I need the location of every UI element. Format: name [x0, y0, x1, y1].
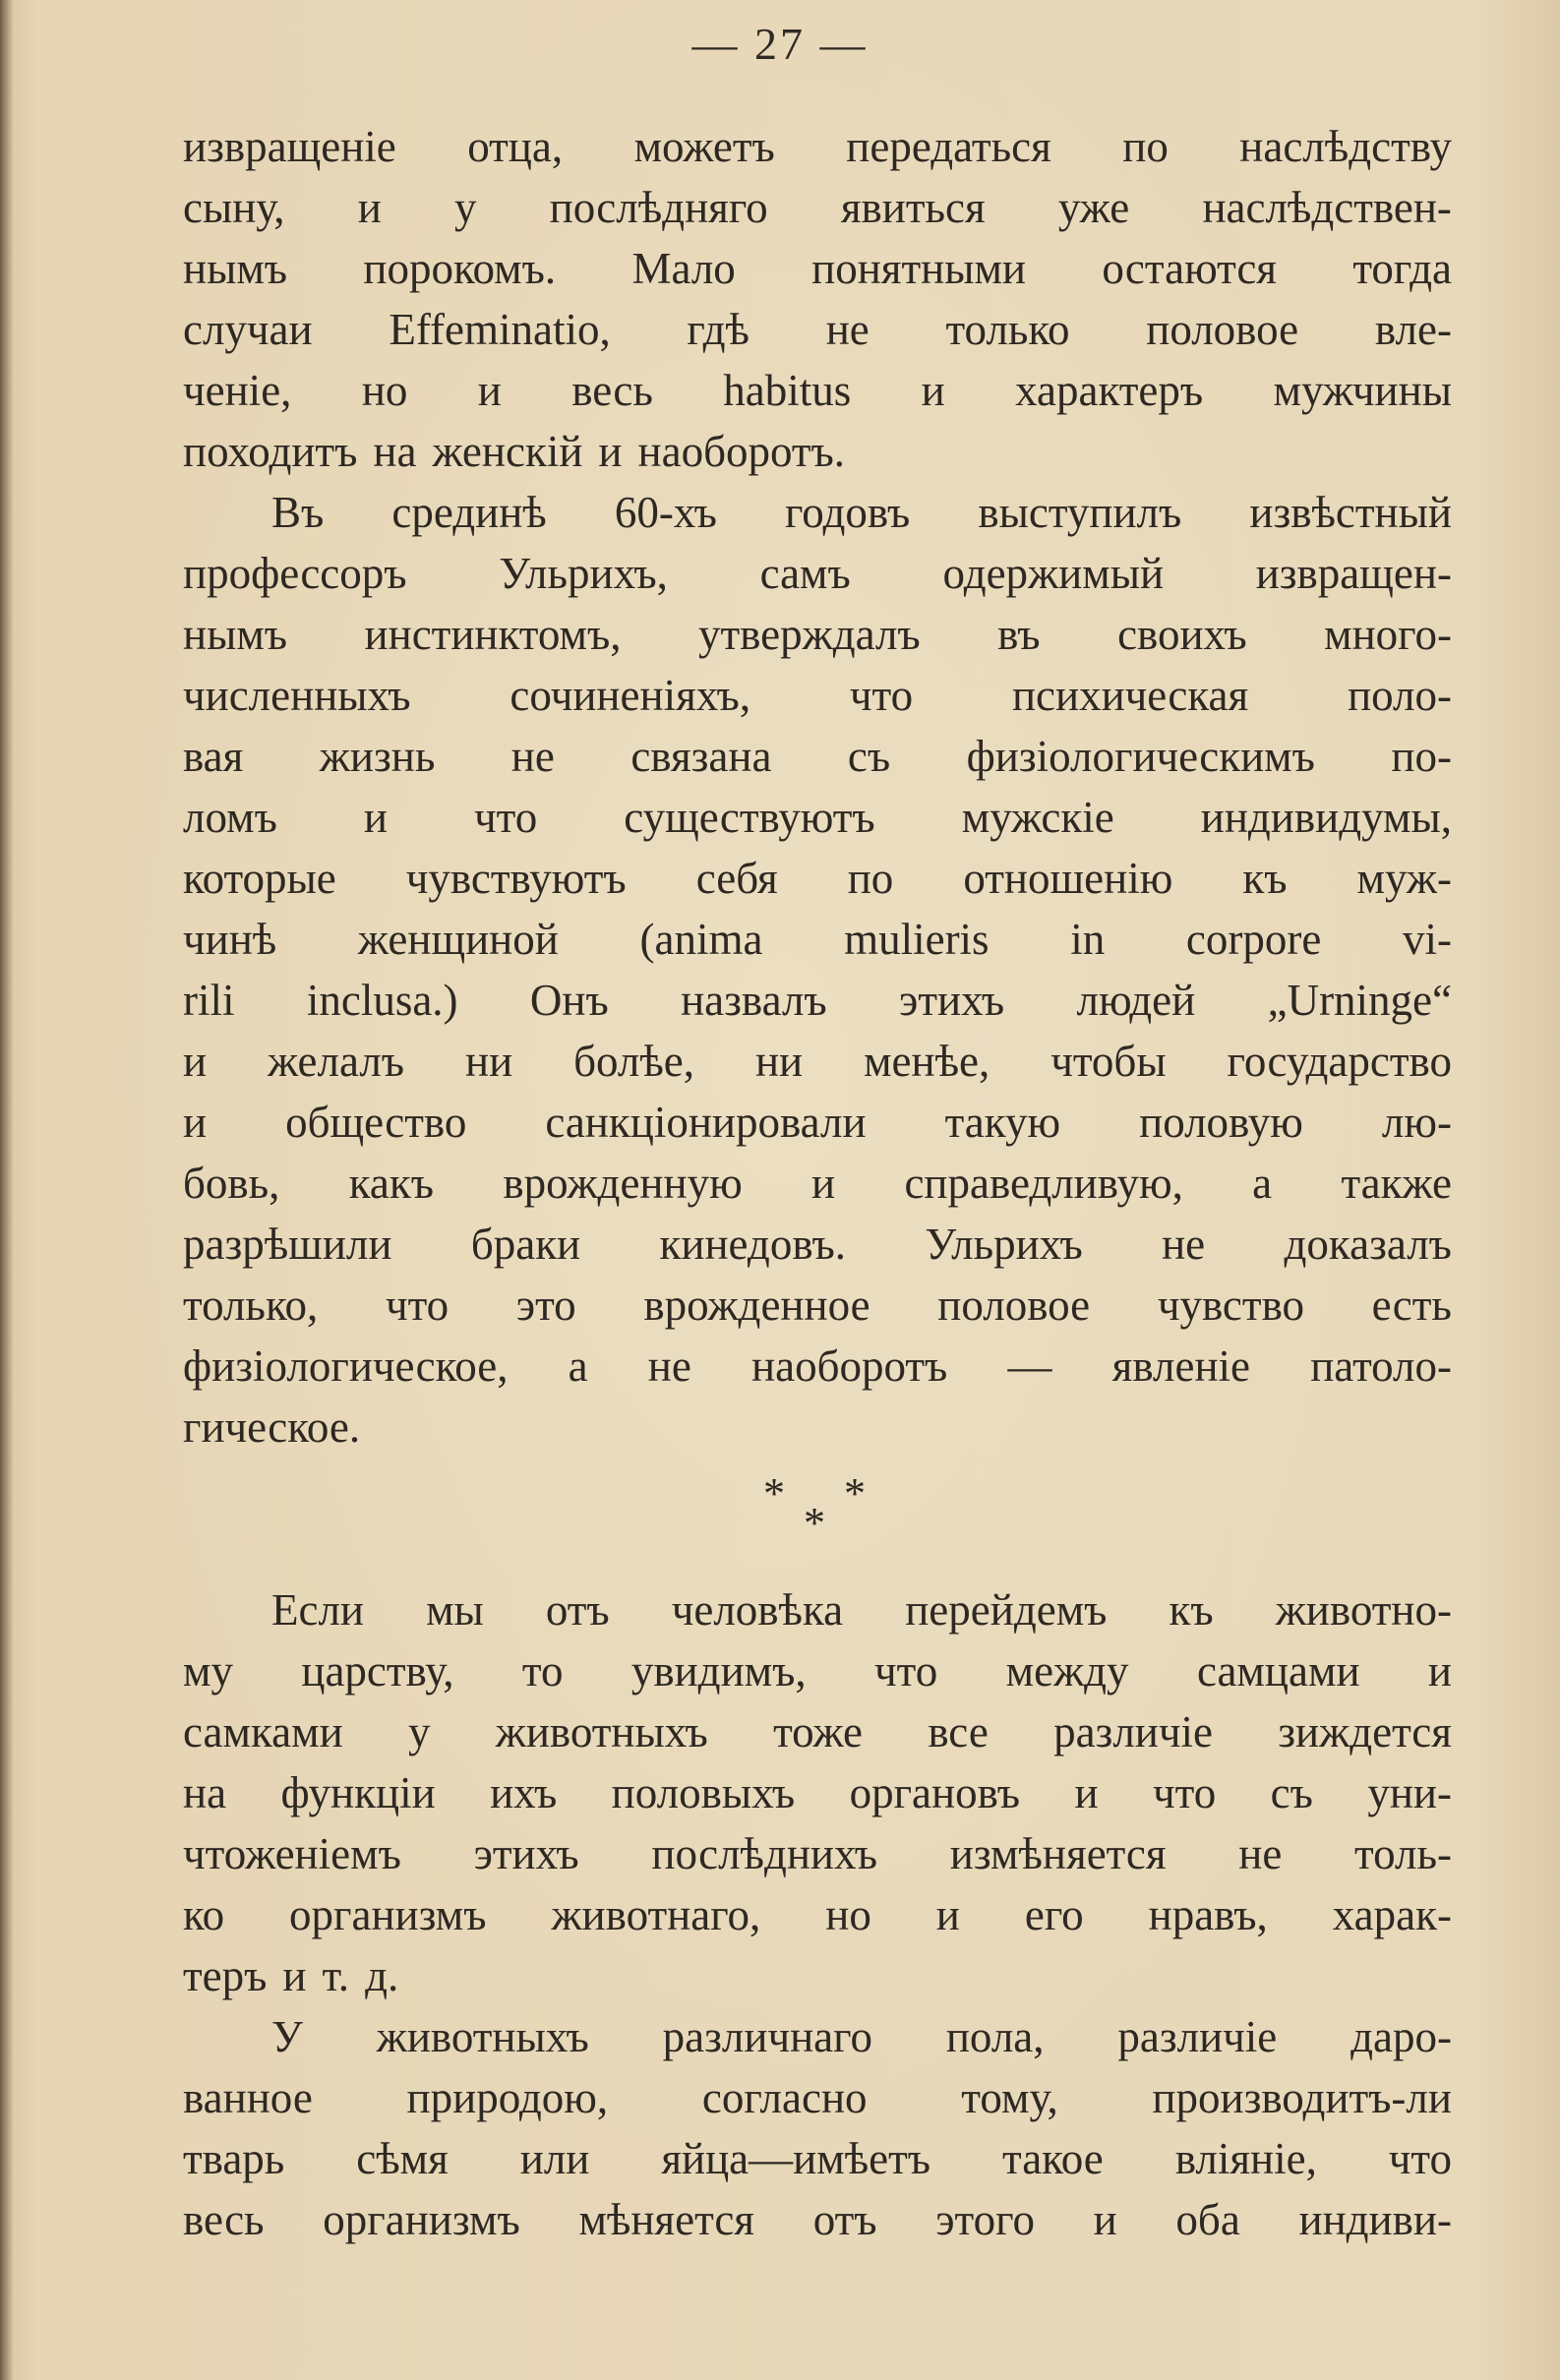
word: перейдемъ: [905, 1585, 1108, 1635]
word: даро-: [1350, 2012, 1452, 2061]
word: этого: [935, 2195, 1035, 2244]
word: различнаго: [662, 2012, 872, 2061]
word: наслѣдству: [1239, 122, 1452, 171]
word: и: [598, 427, 623, 476]
word: весь: [571, 366, 653, 415]
word: чтобы: [1050, 1037, 1167, 1086]
text-line: [183, 177, 1452, 238]
word: какъ: [348, 1159, 435, 1208]
word: по: [1122, 122, 1169, 171]
word: бовь,: [183, 1159, 280, 1208]
word: нравъ,: [1148, 1890, 1268, 1939]
word: ни: [465, 1037, 513, 1086]
word: различіе: [1117, 2012, 1278, 2061]
word: теръ: [183, 1951, 268, 2000]
word: vi-: [1402, 915, 1452, 964]
word: разрѣшили: [183, 1220, 392, 1269]
text-line: [183, 1945, 1452, 2006]
word: уни-: [1367, 1768, 1452, 1817]
word: наоборотъ: [751, 1341, 948, 1391]
word: самъ: [759, 549, 851, 598]
word: ченіе,: [183, 366, 292, 415]
word: это: [515, 1280, 576, 1330]
word: годовъ: [784, 488, 911, 537]
word: зиждется: [1278, 1707, 1452, 1756]
text-line: [183, 2189, 1452, 2250]
word: профессоръ: [183, 549, 407, 598]
word: инстинктомъ,: [364, 610, 622, 659]
word: его: [1024, 1890, 1084, 1939]
word: поло-: [1348, 671, 1452, 720]
text-line: [183, 299, 1452, 360]
word: тому,: [961, 2073, 1058, 2122]
word: къ: [1242, 854, 1288, 903]
word: оба: [1175, 2195, 1240, 2244]
word: что: [385, 1280, 450, 1330]
text-line: [183, 543, 1452, 604]
text-line: [183, 1214, 1452, 1275]
word: то: [521, 1646, 564, 1696]
word: самками: [183, 1707, 343, 1756]
word: выступилъ: [978, 488, 1182, 537]
word: у: [407, 1707, 431, 1756]
word: существуютъ: [624, 793, 875, 842]
word: съ: [847, 732, 891, 781]
word: ломъ: [183, 793, 277, 842]
word: у: [453, 183, 477, 232]
word: кинедовъ.: [659, 1220, 846, 1269]
word: наслѣдствен-: [1202, 183, 1452, 232]
word: что: [849, 671, 914, 720]
word: Ульрихъ,: [499, 549, 668, 598]
word: вліяніе,: [1174, 2134, 1317, 2183]
word: лю-: [1381, 1098, 1452, 1147]
word: человѣка: [671, 1585, 844, 1635]
word: согласно: [701, 2073, 868, 2122]
word: яйца—имѣетъ: [661, 2134, 931, 2183]
word: численныхъ: [183, 671, 411, 720]
text-line: [183, 2128, 1452, 2189]
word: сыну,: [183, 183, 285, 232]
word: извращеніе: [183, 122, 396, 171]
word: различіе: [1053, 1707, 1213, 1756]
word: и: [357, 183, 382, 232]
word: самцами: [1196, 1646, 1360, 1696]
word: corpore: [1185, 915, 1322, 964]
word: и: [811, 1159, 836, 1208]
word: животнаго,: [551, 1890, 761, 1939]
word: производитъ-ли: [1152, 2073, 1452, 2122]
word: такое: [1001, 2134, 1104, 2183]
word: мужчины: [1273, 366, 1452, 415]
word: чтоженіемъ: [183, 1829, 401, 1878]
word: этихъ: [899, 976, 1005, 1025]
word: явленіе: [1111, 1341, 1251, 1391]
word: утверждалъ: [697, 610, 921, 659]
text-line: [183, 1092, 1452, 1153]
word: половое: [937, 1280, 1091, 1330]
word: ко: [183, 1890, 225, 1939]
word: сѣмя: [356, 2134, 449, 2183]
word: что: [1152, 1768, 1217, 1817]
word: женскій: [432, 427, 583, 476]
word: характеръ: [1015, 366, 1204, 415]
word: не: [510, 732, 555, 781]
word: тварь: [183, 2134, 285, 2183]
text-line: [183, 1579, 1452, 1640]
word: и: [935, 1890, 960, 1939]
word: чинѣ: [183, 915, 277, 964]
word: общество: [285, 1098, 467, 1147]
word: Мало: [631, 244, 736, 293]
word: много-: [1324, 610, 1452, 659]
word: харак-: [1332, 1890, 1452, 1939]
word: отъ: [812, 2195, 877, 2244]
word: послѣднихъ: [651, 1829, 878, 1878]
word: наоборотъ.: [637, 427, 846, 476]
word: понятными: [811, 244, 1027, 293]
text-line: [183, 604, 1452, 665]
word: mulieris: [844, 915, 990, 964]
word: организмъ: [323, 2195, 520, 2244]
word: психическая: [1011, 671, 1249, 720]
word: индиви-: [1298, 2195, 1452, 2244]
word: вая: [183, 732, 244, 781]
word: остаются: [1102, 244, 1278, 293]
word: можетъ: [633, 122, 775, 171]
word: что: [474, 793, 538, 842]
word: также: [1341, 1159, 1452, 1208]
asterisk: *: [763, 1469, 785, 1517]
word: и: [477, 366, 502, 415]
word: habitus: [723, 366, 852, 415]
word: передаться: [846, 122, 1051, 171]
word: назвалъ: [681, 976, 827, 1025]
word: но: [361, 366, 408, 415]
text-line: [183, 1336, 1452, 1397]
word: послѣдняго: [549, 183, 768, 232]
text-line: [183, 1640, 1452, 1701]
word: къ: [1169, 1585, 1214, 1635]
word: гдѣ: [687, 305, 750, 354]
text-line: [183, 787, 1452, 848]
word: только,: [183, 1280, 319, 1330]
word: д.: [365, 1951, 399, 2000]
word: все: [928, 1707, 989, 1756]
word: жизнь: [319, 732, 436, 781]
word: муж-: [1356, 854, 1452, 903]
word: отъ: [545, 1585, 610, 1635]
word: не: [825, 305, 870, 354]
word: уже: [1057, 183, 1130, 232]
word: извращен-: [1255, 549, 1452, 598]
word: и: [921, 366, 945, 415]
word: увидимъ,: [630, 1646, 807, 1696]
word: толь-: [1354, 1829, 1452, 1878]
word: мѣняется: [578, 2195, 754, 2244]
word: животныхъ: [495, 1707, 708, 1756]
word: измѣняется: [949, 1829, 1167, 1878]
word: срединѣ: [391, 488, 547, 537]
word: функціи: [280, 1768, 436, 1817]
binding-shadow: [0, 0, 14, 2380]
word: санкціонировали: [545, 1098, 867, 1147]
text-line: [183, 482, 1452, 543]
text-line: [183, 1397, 1452, 1458]
word: отношенію: [963, 854, 1173, 903]
word: организмъ: [289, 1890, 487, 1939]
word: Въ: [271, 488, 325, 537]
word: У: [271, 2012, 303, 2061]
word: нымъ: [183, 244, 288, 293]
word: что: [874, 1646, 938, 1696]
word: природою,: [406, 2073, 609, 2122]
word: сочиненіяхъ,: [510, 671, 751, 720]
text-line: [183, 665, 1452, 726]
asterisk: *: [844, 1469, 866, 1517]
word: съ: [1270, 1768, 1313, 1817]
word: и: [1427, 1646, 1452, 1696]
text-line: [183, 970, 1452, 1031]
word: —: [1007, 1341, 1052, 1391]
word: тоже: [773, 1707, 864, 1756]
word: мы: [426, 1585, 484, 1635]
word: вле-: [1374, 305, 1452, 354]
word: не: [1238, 1829, 1283, 1878]
word: „Urninge“: [1267, 976, 1452, 1025]
word: чувство: [1157, 1280, 1305, 1330]
word: браки: [470, 1220, 581, 1269]
word: тогда: [1352, 244, 1452, 293]
word: Ульрихъ: [925, 1220, 1083, 1269]
word: врожденную: [503, 1159, 743, 1208]
word: Effeminatio,: [389, 305, 611, 354]
word: физіологическое,: [183, 1341, 509, 1391]
paragraph-3: [183, 1579, 1452, 2006]
text-line: [183, 360, 1452, 421]
word: 60-хъ: [614, 488, 717, 537]
word: т.: [322, 1951, 350, 2000]
word: по: [847, 854, 894, 903]
text-line: [183, 1701, 1452, 1762]
word: желалъ: [268, 1037, 405, 1086]
word: а: [1252, 1159, 1273, 1208]
text-line: [183, 1884, 1452, 1945]
text-line: [183, 1031, 1452, 1092]
text-line: [183, 2006, 1452, 2067]
word: которые: [183, 854, 336, 903]
word: ванное: [183, 2073, 313, 2122]
paragraph-2: [183, 482, 1452, 1458]
word: inclusa.): [306, 976, 458, 1025]
word: rili: [183, 976, 235, 1025]
text-line: [183, 2067, 1452, 2128]
word: патоло-: [1310, 1341, 1452, 1391]
word: ихъ: [490, 1768, 558, 1817]
text-line: [183, 1823, 1452, 1884]
text-line: [183, 238, 1452, 299]
text-line: [183, 726, 1452, 787]
word: пола,: [945, 2012, 1045, 2061]
word: женщиной: [357, 915, 559, 964]
word: случаи: [183, 305, 313, 354]
asterisk: *: [804, 1499, 825, 1547]
word: и: [183, 1037, 208, 1086]
word: а: [568, 1341, 588, 1391]
word: и: [282, 1951, 307, 2000]
word: связана: [630, 732, 772, 781]
word: нымъ: [183, 610, 288, 659]
word: и: [1093, 2195, 1117, 2244]
word: животно-: [1275, 1585, 1452, 1635]
word: есть: [1371, 1280, 1452, 1330]
word: не: [647, 1341, 691, 1391]
word: людей: [1076, 976, 1196, 1025]
word: въ: [997, 610, 1041, 659]
word: и: [1074, 1768, 1099, 1817]
word: явиться: [840, 183, 986, 232]
word: ни: [754, 1037, 804, 1086]
text-line: [183, 116, 1452, 177]
word: своихъ: [1117, 610, 1247, 659]
word: на: [373, 427, 417, 476]
page-number: — 27 —: [691, 19, 869, 69]
word: порокомъ.: [363, 244, 557, 293]
word: между: [1005, 1646, 1129, 1696]
word: но: [825, 1890, 871, 1939]
word: половую: [1139, 1098, 1303, 1147]
word: животныхъ: [376, 2012, 589, 2061]
word: себя: [695, 854, 778, 903]
word: такую: [944, 1098, 1061, 1147]
word: что: [1388, 2134, 1452, 2183]
word: одержимый: [942, 549, 1165, 598]
word: весь: [183, 2195, 265, 2244]
section-separator: [183, 1458, 1452, 1579]
word: государство: [1227, 1037, 1452, 1086]
text-line: [183, 1153, 1452, 1214]
word: извѣстный: [1249, 488, 1452, 537]
word: индивидумы,: [1200, 793, 1452, 842]
word: (anima: [639, 915, 763, 964]
word: справедливую,: [904, 1159, 1183, 1208]
word: in: [1070, 915, 1106, 964]
text-line: [183, 848, 1452, 909]
word: и: [363, 793, 388, 842]
word: царству,: [301, 1646, 454, 1696]
text-line: [183, 1762, 1452, 1823]
word: половыхъ: [611, 1768, 796, 1817]
word: болѣе,: [573, 1037, 695, 1086]
word: чувствуютъ: [405, 854, 627, 903]
text-line: [183, 909, 1452, 970]
word: только: [945, 305, 1070, 354]
word: и: [183, 1098, 208, 1147]
text-line: [183, 1275, 1452, 1336]
word: этихъ: [473, 1829, 579, 1878]
word: по-: [1391, 732, 1452, 781]
word: гическое.: [183, 1402, 361, 1452]
paragraph-4: [183, 2006, 1452, 2250]
word: органовъ: [849, 1768, 1021, 1817]
word: доказалъ: [1284, 1220, 1452, 1269]
word: менѣе,: [864, 1037, 990, 1086]
body-text: [183, 116, 1452, 2250]
word: му: [183, 1646, 233, 1696]
paragraph-1: [183, 116, 1452, 482]
word: Онъ: [529, 976, 609, 1025]
word: физіологическимъ: [966, 732, 1315, 781]
word: походитъ: [183, 427, 358, 476]
word: Если: [271, 1585, 364, 1635]
text-line: [183, 421, 1452, 482]
word: половое: [1146, 305, 1299, 354]
word: врожденное: [643, 1280, 870, 1330]
word: или: [519, 2134, 590, 2183]
word: не: [1162, 1220, 1206, 1269]
word: на: [183, 1768, 227, 1817]
word: отца,: [467, 122, 564, 171]
word: мужскіе: [961, 793, 1114, 842]
